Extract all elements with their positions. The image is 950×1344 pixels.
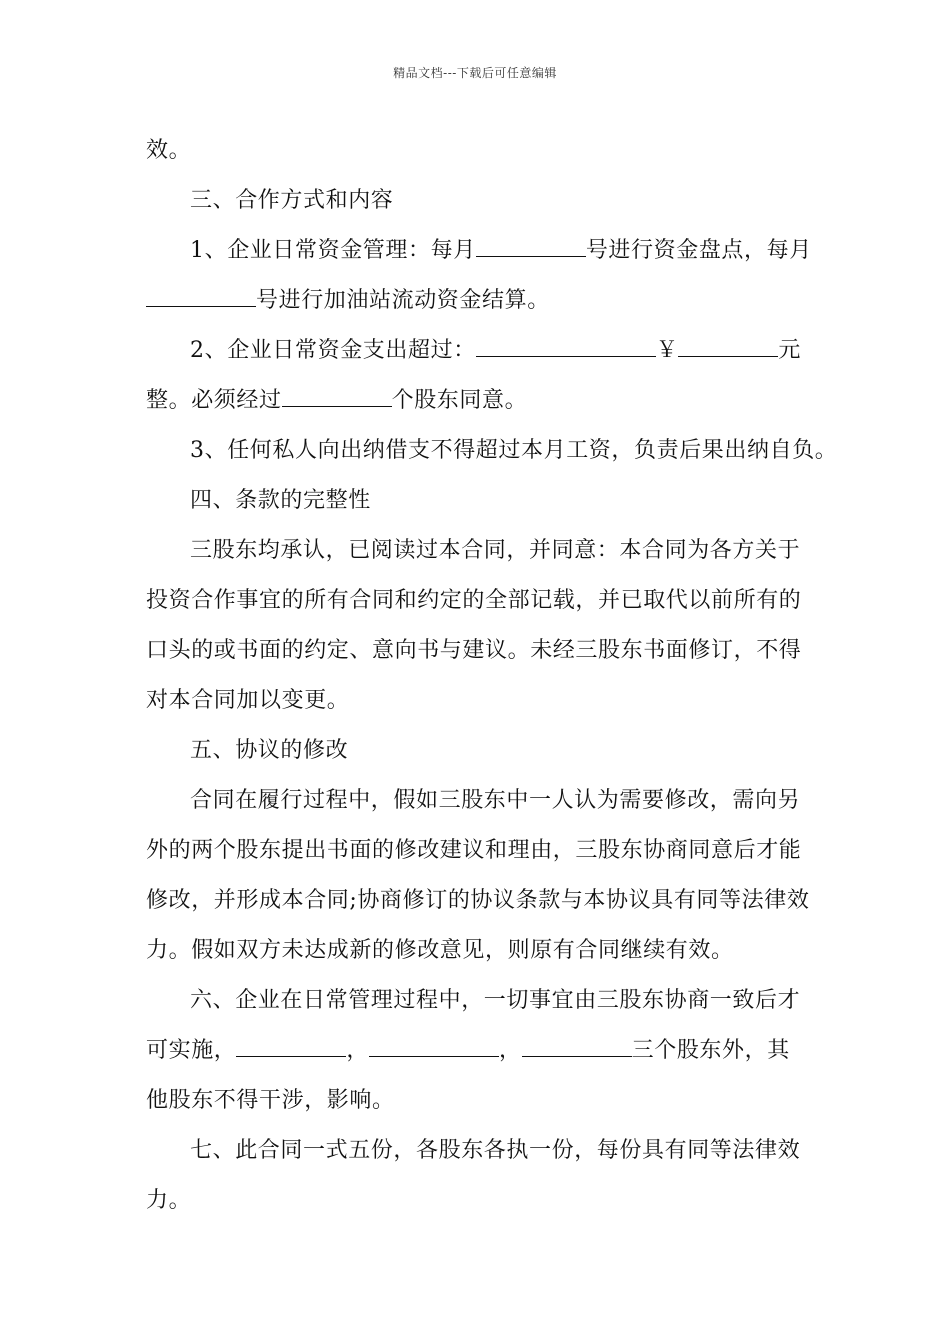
fill-blank	[236, 1036, 346, 1057]
fill-blank	[476, 236, 586, 257]
text-line: 1、企业日常资金管理：每月 号进行资金盘点，每月	[190, 238, 812, 263]
text-line: 七、此合同一式五份，各股东各执一份，每份具有同等法律效	[190, 1138, 801, 1163]
text-line: 力。	[146, 1188, 192, 1213]
fill-blank	[282, 386, 392, 407]
section-heading: 五、协议的修改	[190, 738, 349, 763]
text-line: 整。必须经过 个股东同意。	[146, 388, 528, 413]
fill-blank	[476, 336, 656, 357]
text-line: 效。	[146, 138, 192, 163]
text-line: 三股东均承认，已阅读过本合同，并同意：本合同为各方关于	[190, 538, 801, 563]
section-heading: 三、合作方式和内容	[190, 188, 394, 213]
text-line: 六、企业在日常管理过程中，一切事宜由三股东协商一致后才	[190, 988, 801, 1013]
text-line: 2、企业日常资金支出超过： ￥ 元	[190, 338, 802, 363]
fill-blank	[678, 336, 778, 357]
text-line: 可实施， ， ， 三个股东外，其	[146, 1038, 790, 1063]
section-heading: 四、条款的完整性	[190, 488, 371, 513]
text-line: 3、任何私人向出纳借支不得超过本月工资，负责后果出纳自负。	[190, 438, 838, 463]
text-line: 号进行加油站流动资金结算。	[146, 286, 826, 316]
text-line: 合同在履行过程中，假如三股东中一人认为需要修改，需向另	[190, 788, 801, 813]
text-line: 力。假如双方未达成新的修改意见，则原有合同继续有效。	[146, 938, 734, 963]
fill-blank	[146, 286, 256, 307]
text-line: 他股东不得干涉，影响。	[146, 1088, 395, 1113]
page-header: 精品文档---下载后可任意编辑	[393, 66, 557, 80]
text-line: 投资合作事宜的所有合同和约定的全部记载，并已取代以前所有的	[146, 588, 802, 613]
text-line: 口头的或书面的约定、意向书与建议。未经三股东书面修订，不得	[146, 638, 802, 663]
text-line: 修改，并形成本合同;协商修订的协议条款与本协议具有同等法律效	[146, 888, 810, 913]
text-line: 对本合同加以变更。	[146, 688, 350, 713]
text-line: 外的两个股东提出书面的修改建议和理由，三股东协商同意后才能	[146, 838, 802, 863]
fill-blank	[369, 1036, 499, 1057]
fill-blank	[522, 1036, 632, 1057]
